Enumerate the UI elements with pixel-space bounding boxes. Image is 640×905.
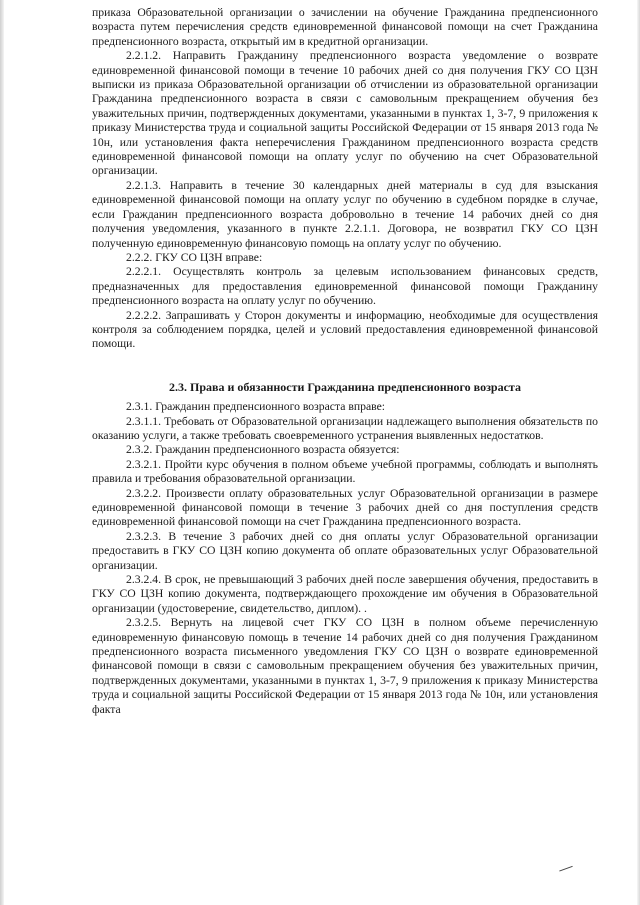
paragraph-2-3-2-3: 2.3.2.3. В течение 3 рабочих дней со дня оплаты услуг Образовательной организации предоставить в ГКУ СО ЦЗН копию документа об оплате образовательных услуг Образовательной организации. [92,529,598,572]
paragraph-2-3-2-5: 2.3.2.5. Вернуть на лицевой счет ГКУ СО ЦЗН в полном объеме перечисленную единовременную финансовую помощь в течение 14 рабочих дней со дня получения Гражданином предпенсионного возраста письменного уведомления ГКУ СО ЦЗН о возврате единовременной финансовой помощи в связи с самовольным прекращением обучения без уважительных причин, подтвержденных документами, указанными в пунктах 1, 3-7, 9 приложения к приказу Министерства труда и социальной защиты Российской Федерации от 15 января 2013 года № 10н, или установления факта [92,616,598,716]
paragraph-2-2-1-2: 2.2.1.2. Направить Гражданину предпенсионного возраста уведомление о возврате единовременной финансовой помощи в течение 10 рабочих дней со дня получения ГКУ СО ЦЗН выписки из приказа Образовательной организации об отчислении из образовательной организации Гражданина предпенсионного возраста в связи с самовольным прекращением обучения без уважительных причин, подтвержденных документами, указанными в пунктах 1, 3-7, 9 приложения к приказу Министерства труда и социальной защиты Российской Федерации от 15 января 2013 года № 10н, или установления факта неперечисления Гражданином предпенсионного возраста средств единовременной финансовой помощи на оплату услуг по обучению на счет Образовательной организации. [92,49,598,178]
paragraph-2-2-2-1: 2.2.2.1. Осуществлять контроль за целевым использованием финансовых средств, предназначенных для предоставления единовременной финансовой помощи Гражданину предпенсионного возраста на оплату услуг по обучению. [92,265,598,308]
paragraph-2-3-2-2: 2.3.2.2. Произвести оплату образовательных услуг Образовательной организации в размере единовременной финансовой помощи в течение 3 рабочих дней со дня поступления средств единовременной финансовой помощи на счет Гражданина предпенсионного возраста. [92,486,598,529]
scan-edge-left [0,0,4,905]
paragraph-2-3-2-1: 2.3.2.1. Пройти курс обучения в полном объеме учебной программы, соблюдать и выполнять правила и требования образовательной организации. [92,457,598,486]
paragraph-2-3-1-1: 2.3.1.1. Требовать от Образовательной организации надлежащего выполнения обязательств по оказанию услуги, а также требовать своевременного устранения выявленных недостатков. [92,414,598,442]
paragraph-2-2-2: 2.2.2. ГКУ СО ЦЗН вправе: [126,250,263,264]
pen-mark [559,866,575,877]
paragraph-2-2-2-2: 2.2.2.2. Запрашивать у Сторон документы и информацию, необходимые для осуществления контроля за соблюдением порядка, целей и условий предоставления единовременной финансовой помощи. [92,308,598,351]
paragraph-continuation: приказа Образовательной организации о зачислении на обучение Гражданина предпенсионного возраста путем перечисления средств единовременной финансовой помощи на счет Гражданина предпенсионного возраста, открытый им в кредитной организации. [92,6,598,48]
document-page [92,6,598,717]
section-heading: 2.3. Права и обязанности Гражданина предпенсионного возраста [169,379,521,394]
paragraph-2-2-1-3: 2.2.1.3. Направить в течение 30 календарных дней материалы в суд для взыскания единовременной финансовой помощи на оплату услуг по обучению в судебном порядке в случае, если Гражданин предпенсионного возраста добровольно в течение 14 рабочих дней со дня получения уведомления, указанного в пункте 2.2.1.1. Договора, не возвратил ГКУ СО ЦЗН полученную единовременную финансовую помощь на оплату услуг по обучению. [92,178,598,250]
paragraph-2-3-1: 2.3.1. Гражданин предпенсионного возраста вправе: [126,400,386,414]
paragraph-2-3-2: 2.3.2. Гражданин предпенсионного возраста обязуется: [126,443,400,457]
paragraph-2-3-2-4: 2.3.2.4. В срок, не превышающий 3 рабочих дней после завершения обучения, предоставить в ГКУ СО ЦЗН копию документа, подтверждающего прохождение им обучения в Образовательной организации (удостоверение, свидетельство, диплом). . [92,573,598,615]
